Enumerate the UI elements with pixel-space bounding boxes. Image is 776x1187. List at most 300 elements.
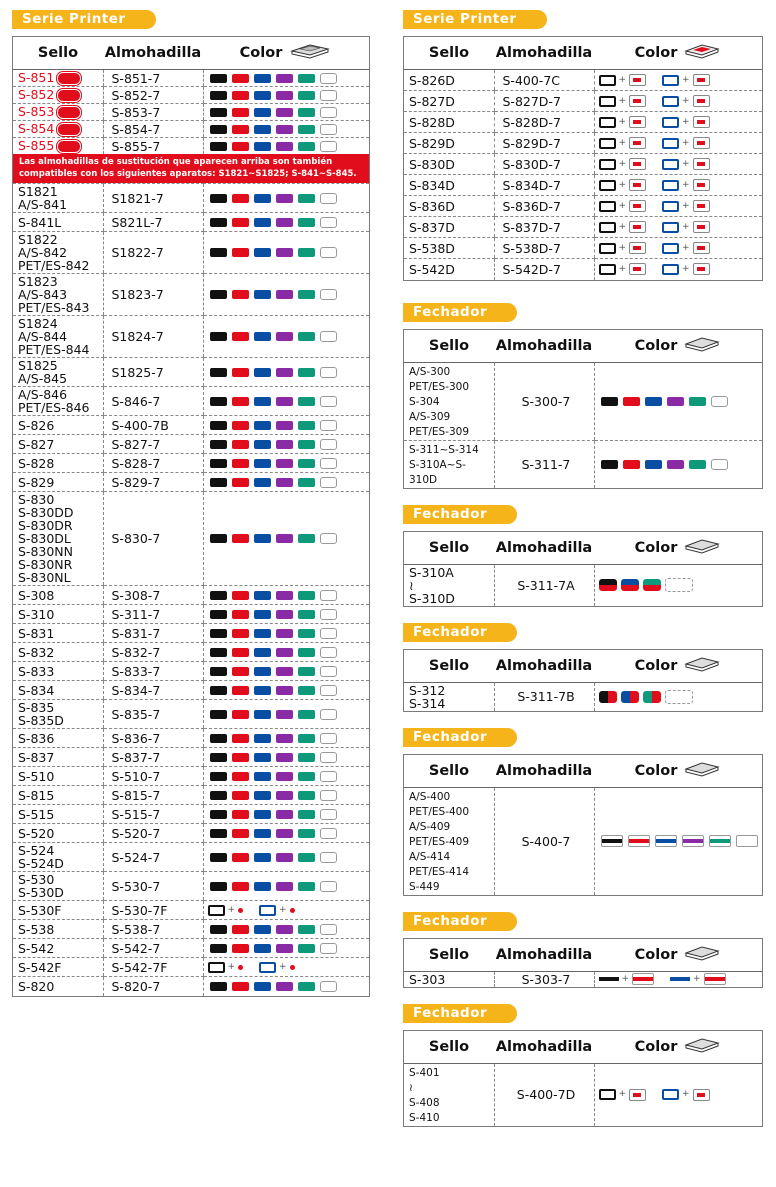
sello-cell [13,586,103,605]
stamp-black-icon [599,1089,616,1100]
red-dot-icon [290,908,295,913]
swatch-black [210,853,227,862]
swatch-empty [320,289,337,300]
color-cell [203,958,369,977]
plus-icon: + [618,74,627,85]
swatch-empty [320,396,337,407]
swatch-blue [254,397,271,406]
red-pad-icon [629,179,646,191]
swatch-black [210,791,227,800]
sello-cell [13,748,103,767]
compatibility-notice: Las almohadillas de sustitución que aparecen arriba son también compatibles con los siguientes aparatos: S1821~S1825; S-841~S-845. [13,154,369,183]
stamp-pad-icon [683,945,721,965]
swatch-empty [320,924,337,935]
sello-cell [13,843,103,872]
fechador-section [403,726,763,896]
color-swatches [599,158,759,171]
swatch-empty [320,852,337,863]
sello-text: S-833 [18,663,55,679]
table-row [13,786,369,805]
color-cell [203,87,369,104]
pad-cell [494,971,594,987]
swatch-empty [320,217,337,228]
twotone-pad-green [643,579,661,591]
red-stamp-icon [57,123,81,136]
pad-cell [103,700,203,729]
color-swatches [208,904,366,917]
plus-icon: + [618,242,627,253]
sello-header: Sello [404,330,494,363]
swatch-purple [276,397,293,406]
pad-cell [103,358,203,387]
color-swatches [208,420,366,431]
color-cell [594,787,762,895]
swatch-purple [276,248,293,257]
plus-icon: + [682,116,690,127]
swatch-green [298,791,315,800]
color-cell [594,1063,762,1126]
sello-cell [13,316,103,358]
sello-cell [404,238,494,259]
swatch-purple [276,459,293,468]
fechador-section [403,621,763,712]
swatch-green [298,91,315,100]
color-swatches [599,459,759,470]
stamp-blue-icon [662,222,679,233]
color-cell [203,624,369,643]
table-row [13,662,369,681]
sello-text: S-829 [18,474,55,490]
swatch-empty [320,771,337,782]
table-row [404,217,762,238]
swatch-black [210,753,227,762]
swatch-purple [276,290,293,299]
almohadilla-header: Almohadilla [494,755,594,788]
color-swatches [208,881,366,892]
sello-text: S1823 A/S-843 PET/ES-843 [18,274,90,315]
color-swatches [599,263,759,276]
swatch-empty [320,193,337,204]
twotone-pad-black [599,579,617,591]
swatch-black [601,397,618,406]
pad-text: S-515-7 [111,806,161,822]
plus-icon: + [618,95,627,106]
split-pad-green [643,691,661,703]
pad-text: S1822-7 [111,245,164,260]
swatch-blue [254,944,271,953]
color-cell [203,748,369,767]
sello-text: S1825 A/S-845 [18,358,68,386]
pad-cell [494,440,594,488]
pad-cell [103,454,203,473]
pad-text: S1823-7 [111,287,164,302]
pad-cell [494,154,594,175]
pad-text: S-542D-7 [502,261,561,277]
color-swatches [208,709,366,720]
fechador-table [403,531,763,607]
swatch-empty [320,439,337,450]
sello-text: S-830D [409,156,455,172]
swatch-red [232,125,249,134]
pad-cell [103,213,203,232]
color-cell [203,121,369,138]
sello-text: S-401 ≀ S-408 S-410 [409,1066,440,1124]
swatch-black [210,882,227,891]
swatch-purple [276,629,293,638]
swatch-green [298,710,315,719]
stamp-pad-icon [683,761,721,781]
swatch-red [232,478,249,487]
stamp-black-icon [599,117,616,128]
sello-text: S-524 S-524D [18,843,64,871]
sello-cell [13,492,103,586]
swatch-black [210,686,227,695]
pad-text: S-530-7 [111,878,161,894]
stamp-pad-icon [288,42,332,64]
swatch-purple [276,667,293,676]
swatch-black [210,332,227,341]
swatch-red [232,710,249,719]
stamp-black-icon [599,180,616,191]
stamp-black-icon [599,96,616,107]
sello-cell [404,112,494,133]
red-dot-icon [238,908,243,913]
swatch-black [210,925,227,934]
split-pad-blue [621,691,639,703]
swatch-black [210,421,227,430]
swatch-blue [254,648,271,657]
red-pad-icon [629,116,646,128]
pad-cell [494,133,594,154]
color-header: Color [594,650,762,683]
color-swatches [208,733,366,744]
swatch-red [232,982,249,991]
swatch-red [232,882,249,891]
band-red [628,835,650,847]
pad-text: S-538-7 [111,921,161,937]
table-row [404,70,762,91]
swatch-green [298,534,315,543]
pad-text: S-830-7 [111,531,161,546]
swatch-green [298,648,315,657]
swatch-green [298,734,315,743]
swatch-red [232,91,249,100]
swatch-black [210,667,227,676]
sello-cell [404,91,494,112]
swatch-empty [320,367,337,378]
table-row [13,767,369,786]
sello-cell [13,805,103,824]
plus-icon: + [682,179,690,190]
table-row [13,872,369,901]
swatch-red [232,734,249,743]
swatch-blue [254,74,271,83]
table-row [404,196,762,217]
sello-text: S-530F [18,902,62,918]
pad-text: S-520-7 [111,825,161,841]
sello-header: Sello [404,532,494,565]
color-swatches [208,809,366,820]
plus-icon: + [618,179,627,190]
color-cell [594,196,762,217]
swatch-black [601,460,618,469]
swatch-blue [254,982,271,991]
color-cell [594,971,762,987]
twotone-pad-blue [621,579,639,591]
sello-cell [13,473,103,492]
swatch-empty [320,828,337,839]
color-cell [594,133,762,154]
pad-text: S-542-7 [111,940,161,956]
color-cell [203,805,369,824]
color-cell [203,358,369,387]
pad-cell [103,274,203,316]
swatch-purple [276,810,293,819]
color-swatches [599,221,759,234]
swatch-black [210,397,227,406]
red-pad-icon [629,158,646,170]
pad-text: S821L-7 [111,214,163,230]
swatch-red [232,459,249,468]
stamp-pad-icon [683,1037,721,1057]
pad-cell [494,91,594,112]
swatch-green [298,686,315,695]
stamp-blue-icon [662,1089,679,1100]
pad-cell [494,70,594,91]
swatch-blue [254,667,271,676]
sello-text: S-515 [18,806,55,822]
stamp-pad-icon [683,336,721,356]
color-cell [203,416,369,435]
red-pad-icon [693,1089,710,1101]
swatch-empty [320,790,337,801]
plus-icon: + [618,1089,627,1099]
table-row [13,184,369,213]
swatch-empty [320,420,337,431]
sello-text: S-854 [18,121,55,136]
stamp-blue-icon [662,159,679,170]
color-swatches [208,666,366,677]
swatch-purple [276,791,293,800]
table-row [13,138,369,155]
swatch-black [210,944,227,953]
swatch-red [232,610,249,619]
pad-cell [103,121,203,138]
swatch-black [210,982,227,991]
pad-text: S-530-7F [111,902,168,918]
swatch-green [298,810,315,819]
color-swatches [208,685,366,696]
stamp-blue-icon [662,117,679,128]
sello-text: A/S-400 PET/ES-400 A/S-409 PET/ES-409 A/S-414 PET/ES-414 S-449 [409,790,470,893]
stamp-black-icon [599,201,616,212]
color-cell [203,70,369,87]
color-cell [594,70,762,91]
swatch-blue [254,91,271,100]
pad-cell [494,362,594,440]
swatch-empty [320,73,337,84]
table-row [13,274,369,316]
sello-cell [404,217,494,238]
sello-text: S-836 [18,730,55,746]
swatch-purple [276,610,293,619]
swatch-red [232,534,249,543]
sello-text: S-827D [409,93,455,109]
pad-cell [103,939,203,958]
swatch-red [232,332,249,341]
swatch-purple [276,440,293,449]
pad-cell [103,805,203,824]
swatch-empty [320,752,337,763]
sello-cell [13,232,103,274]
pad-text: S-828-7 [111,455,161,471]
sello-cell [13,104,103,121]
band-empty [736,835,758,847]
color-swatches [208,790,366,801]
plus-icon: + [682,200,690,211]
pad-cell [103,748,203,767]
sello-cell [404,259,494,280]
swatch-empty [320,141,337,152]
color-cell [594,154,762,175]
swatch-red [232,218,249,227]
swatch-red [232,810,249,819]
red-pad-icon [693,200,710,212]
table-row [13,843,369,872]
section-tag: Fechador [403,728,517,747]
pad-text: S-831-7 [111,625,161,641]
swatch-empty [320,881,337,892]
color-cell [594,217,762,238]
table-row [13,416,369,435]
table-row [13,624,369,643]
color-swatches [208,771,366,782]
color-swatches [599,835,759,847]
color-cell [594,259,762,280]
plus-icon: + [618,263,627,274]
red-pad-icon [693,158,710,170]
color-swatches [208,961,366,974]
color-swatches [208,609,366,620]
color-swatches [208,217,366,228]
pad-cell [494,112,594,133]
sello-text: A/S-846 PET/ES-846 [18,387,90,415]
red-band-icon [704,973,726,985]
color-cell [594,238,762,259]
color-cell [203,213,369,232]
section-tag: Serie Printer [403,10,547,29]
sello-text: S1824 A/S-844 PET/ES-844 [18,316,90,357]
swatch-red [232,440,249,449]
table-row [13,70,369,87]
pad-cell [103,977,203,996]
color-swatches [208,628,366,639]
table-row [13,586,369,605]
color-swatches [208,458,366,469]
swatch-empty [320,107,337,118]
color-swatches [599,200,759,213]
stamp-blue-icon [259,905,276,916]
plus-icon: + [279,961,287,972]
swatch-blue [254,194,271,203]
color-swatches [599,116,759,129]
swatch-red [232,108,249,117]
red-pad-icon [693,179,710,191]
pad-cell [103,872,203,901]
color-swatches [208,367,366,378]
swatch-green [298,853,315,862]
red-pad-icon [693,74,710,86]
swatch-blue [254,686,271,695]
pad-text: S-538D-7 [502,240,561,256]
sello-header: Sello [404,1031,494,1064]
sello-cell [404,971,494,987]
sello-text: S-831 [18,625,55,641]
pad-cell [103,473,203,492]
almohadilla-header: Almohadilla [494,650,594,683]
stamp-blue-icon [662,201,679,212]
plus-icon: + [682,263,690,274]
color-swatches [208,647,366,658]
swatch-empty [320,709,337,720]
color-cell [203,387,369,416]
swatch-purple [276,534,293,543]
red-pad-icon [629,1089,646,1101]
swatch-purple [276,710,293,719]
table-row [13,643,369,662]
table-row [13,748,369,767]
fechador-table [403,649,763,712]
swatch-black [210,648,227,657]
plus-icon: + [682,221,690,232]
swatch-green [298,944,315,953]
sello-text: S-542D [409,261,455,277]
swatch-blue [254,290,271,299]
swatch-black [210,710,227,719]
swatch-red [232,74,249,83]
table-row [13,920,369,939]
plus-icon: + [618,221,627,232]
swatch-black [210,142,227,151]
stamp-blue-icon [662,180,679,191]
swatch-red [232,944,249,953]
plus-icon: + [618,116,627,127]
fechador-table [403,754,763,896]
plus-icon: + [682,158,690,169]
sello-cell [13,624,103,643]
red-pad-icon [693,95,710,107]
pad-cell [103,605,203,624]
sello-cell [13,939,103,958]
color-cell [203,786,369,805]
sello-cell [404,787,494,895]
sello-text: S-830 S-830DD S-830DR S-830DL S-830NN S-830NR S-830NL [18,492,74,585]
plus-icon: + [682,95,690,106]
section-tag: Fechador [403,912,517,931]
table-row [13,473,369,492]
color-swatches [208,107,366,118]
color-cell [594,682,762,711]
fechador-table [403,329,763,489]
sello-cell [13,87,103,104]
swatch-green [298,397,315,406]
table-row [404,1063,762,1126]
pad-text: S-820-7 [111,978,161,994]
section-tag: Serie Printer [12,10,156,29]
sello-cell [13,454,103,473]
swatch-black [210,478,227,487]
swatch-green [298,74,315,83]
